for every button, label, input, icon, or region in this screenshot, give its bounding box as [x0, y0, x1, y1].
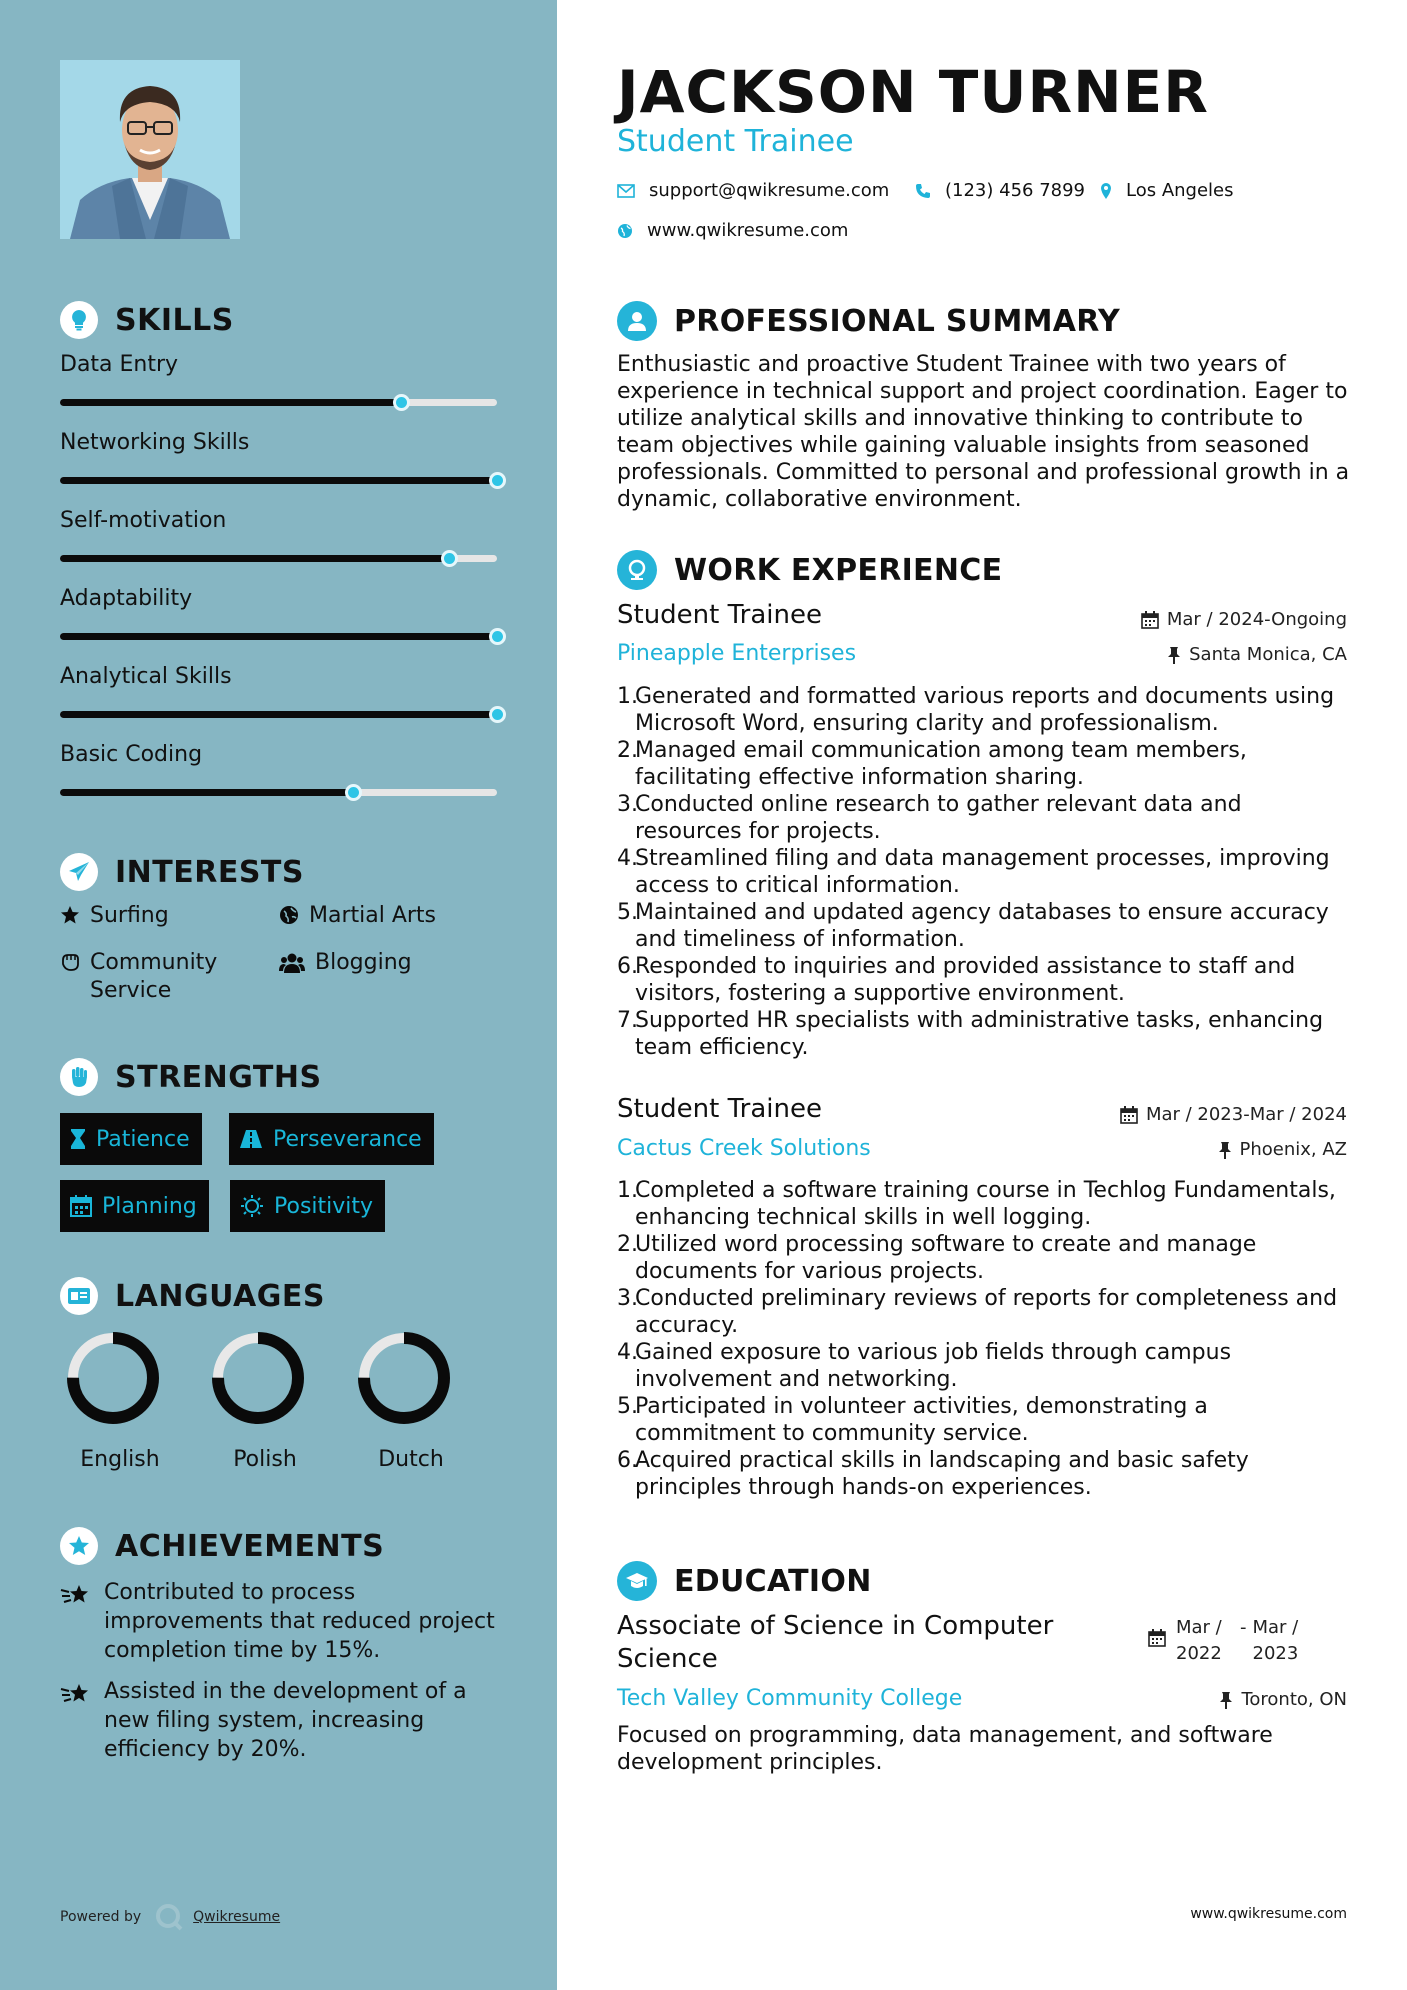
envelope-icon	[617, 184, 635, 198]
strength-label: Patience	[96, 1126, 190, 1152]
hand-icon	[60, 952, 80, 972]
briefcase-icon	[617, 550, 657, 590]
achievement-text: Assisted in the development of a new filing system, increasing efficiency by 20%.	[104, 1679, 467, 1762]
languages-title: LANGUAGES	[115, 1278, 325, 1314]
achievements-heading	[60, 1527, 384, 1565]
qwikresume-link[interactable]: Qwikresume	[193, 1909, 281, 1925]
phone-icon	[915, 183, 931, 199]
job-bullet: Responded to inquiries and provided assistance to staff and visitors, fostering a supportive environment.	[635, 954, 1296, 1006]
job-bullet: Participated in volunteer activities, demonstrating a commitment to community service.	[635, 1394, 1208, 1446]
language-label-english: English	[80, 1447, 160, 1472]
language-label-polish: Polish	[233, 1447, 297, 1472]
skills-title: SKILLS	[115, 302, 234, 338]
skill-label: Basic Coding	[60, 742, 203, 767]
strengths-title: STRENGTHS	[115, 1059, 322, 1095]
paper-plane-icon	[60, 853, 98, 891]
job-bullet: Gained exposure to various job fields through campus involvement and networking.	[635, 1340, 1232, 1392]
interest-surfing	[60, 902, 169, 930]
skill-label: Self-motivation	[60, 508, 227, 533]
skill-bar-knob	[489, 628, 506, 645]
strength-label: Perseverance	[273, 1126, 422, 1152]
footer-url[interactable]: www.qwikresume.com	[1190, 1906, 1347, 1922]
sun-icon	[240, 1194, 264, 1218]
strength-tag-planning	[60, 1180, 209, 1232]
achievement-item	[60, 1578, 500, 1665]
job-title: Student Trainee	[617, 1094, 822, 1124]
candidate-name: JACKSON TURNER	[617, 58, 1209, 126]
calendar-icon	[1120, 1106, 1138, 1124]
skill-bar-knob	[345, 784, 362, 801]
qwikresume-logo-icon	[155, 1903, 183, 1931]
skill-bar	[60, 477, 497, 484]
skill-bar	[60, 399, 497, 406]
education-dates: Mar / 2022 - Mar / 2023	[1148, 1615, 1303, 1667]
powered-by	[60, 1903, 280, 1931]
education-description: Focused on programming, data management, and software development principles.	[617, 1723, 1273, 1775]
job-bullet: Managed email communication among team members, facilitating effective information sharing.	[635, 738, 1247, 790]
skill-bar-fill	[60, 789, 353, 796]
achievements-title: ACHIEVEMENTS	[115, 1528, 385, 1564]
skill-label: Data Entry	[60, 352, 179, 377]
strength-tag-patience	[60, 1113, 202, 1165]
education-title: EDUCATION	[674, 1563, 872, 1599]
job-bullet: Maintained and updated agency databases to ensure accuracy and timeliness of information.	[635, 900, 1329, 952]
profile-photo	[60, 60, 240, 239]
job-bullet: Streamlined filing and data management processes, improving access to critical information.	[635, 846, 1330, 898]
language-rings	[0, 1330, 557, 1460]
location-text: Los Angeles	[1126, 180, 1234, 201]
summary-heading	[617, 301, 1120, 341]
calendar-icon	[1148, 1629, 1166, 1647]
powered-by-label: Powered by	[60, 1909, 142, 1925]
job-bullet: Generated and formatted various reports and documents using Microsoft Word, ensuring clarity and professionalism.	[635, 684, 1335, 736]
job-bullet: Utilized word processing software to create and manage documents for various projects.	[635, 1232, 1257, 1284]
strength-label: Positivity	[274, 1193, 374, 1219]
graduation-cap-icon	[617, 1561, 657, 1601]
education-location-text: Toronto, ON	[1241, 1689, 1347, 1710]
skill-bar-knob	[489, 472, 506, 489]
skill-bar	[60, 555, 497, 562]
summary-title: PROFESSIONAL SUMMARY	[674, 303, 1121, 339]
skill-bar-fill	[60, 633, 497, 640]
experience-heading	[617, 550, 1002, 590]
id-card-icon	[60, 1277, 98, 1315]
skill-label: Analytical Skills	[60, 664, 232, 689]
skill-bar-fill	[60, 555, 449, 562]
job-dates-text: Mar / 2023-Mar / 2024	[1145, 1104, 1347, 1125]
skill-bar-knob	[489, 706, 506, 723]
skill-bar-fill	[60, 399, 401, 406]
education-start-date: Mar / 2022	[1176, 1617, 1222, 1664]
job-dates	[1120, 1104, 1347, 1125]
job-location-text: Phoenix, AZ	[1239, 1139, 1347, 1160]
road-icon	[239, 1129, 263, 1149]
fist-icon	[60, 1058, 98, 1096]
star-icon	[60, 905, 80, 925]
interest-label: Blogging	[315, 950, 412, 975]
skill-bar-fill	[60, 477, 497, 484]
interest-label: Martial Arts	[309, 903, 437, 928]
phone-text: (123) 456 7899	[945, 180, 1086, 201]
calendar-icon	[70, 1195, 92, 1217]
strength-tag-positivity	[230, 1180, 385, 1232]
skill-bar-knob	[441, 550, 458, 567]
shooting-star-icon	[60, 1681, 92, 1707]
job-dates	[1141, 609, 1347, 630]
education-end-date: Mar / 2023	[1252, 1617, 1299, 1664]
globe-icon	[279, 905, 299, 925]
skill-bar	[60, 711, 497, 718]
job-bullets	[617, 1177, 1352, 1501]
languages-heading	[60, 1277, 325, 1315]
strength-tag-perseverance	[229, 1113, 434, 1165]
skill-bar	[60, 633, 497, 640]
interests-title: INTERESTS	[115, 854, 304, 890]
hourglass-icon	[70, 1128, 86, 1150]
contact-website[interactable]	[617, 220, 848, 241]
job-bullet: Supported HR specialists with administrative tasks, enhancing team efficiency.	[635, 1008, 1324, 1060]
interest-label: Surfing	[90, 903, 169, 928]
interest-community-service	[60, 949, 240, 1005]
experience-title: WORK EXPERIENCE	[674, 552, 1003, 588]
lightbulb-icon	[60, 301, 98, 339]
interest-blogging	[279, 949, 412, 977]
achievement-item	[60, 1677, 500, 1764]
contact-phone[interactable]	[915, 180, 1085, 201]
sidebar	[0, 0, 557, 1990]
skill-label: Adaptability	[60, 586, 193, 611]
candidate-role: Student Trainee	[617, 124, 854, 159]
star-badge-icon	[60, 1527, 98, 1565]
education-heading	[617, 1561, 872, 1601]
website-text: www.qwikresume.com	[647, 220, 849, 241]
shooting-star-icon	[60, 1582, 92, 1608]
contact-location	[1100, 180, 1234, 201]
skill-bar	[60, 789, 497, 796]
interests-heading	[60, 853, 304, 891]
strength-label: Planning	[102, 1193, 197, 1219]
skill-label: Networking Skills	[60, 430, 250, 455]
user-icon	[617, 301, 657, 341]
skill-bar-fill	[60, 711, 497, 718]
job-bullets	[617, 683, 1352, 1061]
contact-email[interactable]	[617, 180, 889, 201]
pushpin-icon	[1218, 1141, 1232, 1159]
job-dates-text: Mar / 2024-Ongoing	[1166, 609, 1347, 630]
job-location	[1218, 1139, 1348, 1160]
job-location-text: Santa Monica, CA	[1189, 644, 1347, 665]
education-school: Tech Valley Community College	[617, 1686, 963, 1711]
language-label-dutch: Dutch	[378, 1447, 444, 1472]
pushpin-icon	[1167, 646, 1181, 664]
email-text: support@qwikresume.com	[649, 180, 890, 201]
job-company: Pineapple Enterprises	[617, 641, 857, 666]
users-icon	[279, 952, 305, 974]
summary-text: Enthusiastic and proactive Student Trainee with two years of experience in technical support and project coordination. Eager to utilize analytical skills and innovative thinking to contribute to team objectives while gaining valuable insights from seasoned professionals. Committed to personal and professional growth in a dynamic, collaborative environment.	[617, 352, 1350, 512]
skills-heading	[60, 301, 234, 339]
job-title: Student Trainee	[617, 600, 822, 630]
calendar-icon	[1141, 611, 1159, 629]
interest-label: Community Service	[90, 950, 218, 1003]
education-degree: Associate of Science in Computer Science	[617, 1611, 1054, 1674]
education-location	[1219, 1689, 1347, 1710]
job-company: Cactus Creek Solutions	[617, 1136, 871, 1161]
job-bullet: Acquired practical skills in landscaping and basic safety principles through hands-on experiences.	[635, 1448, 1249, 1500]
job-bullet: Completed a software training course in Techlog Fundamentals, enhancing technical skills in well logging.	[635, 1178, 1336, 1230]
globe-icon	[617, 223, 633, 239]
interest-martial-arts	[279, 902, 436, 930]
job-location	[1167, 644, 1347, 665]
job-bullet: Conducted preliminary reviews of reports for completeness and accuracy.	[635, 1286, 1338, 1338]
pushpin-icon	[1219, 1691, 1233, 1709]
skill-bar-knob	[393, 394, 410, 411]
achievement-text: Contributed to process improvements that reduced project completion time by 15%.	[104, 1580, 495, 1663]
map-pin-icon	[1100, 182, 1112, 200]
strengths-heading	[60, 1058, 322, 1096]
job-bullet: Conducted online research to gather relevant data and resources for projects.	[635, 792, 1242, 844]
